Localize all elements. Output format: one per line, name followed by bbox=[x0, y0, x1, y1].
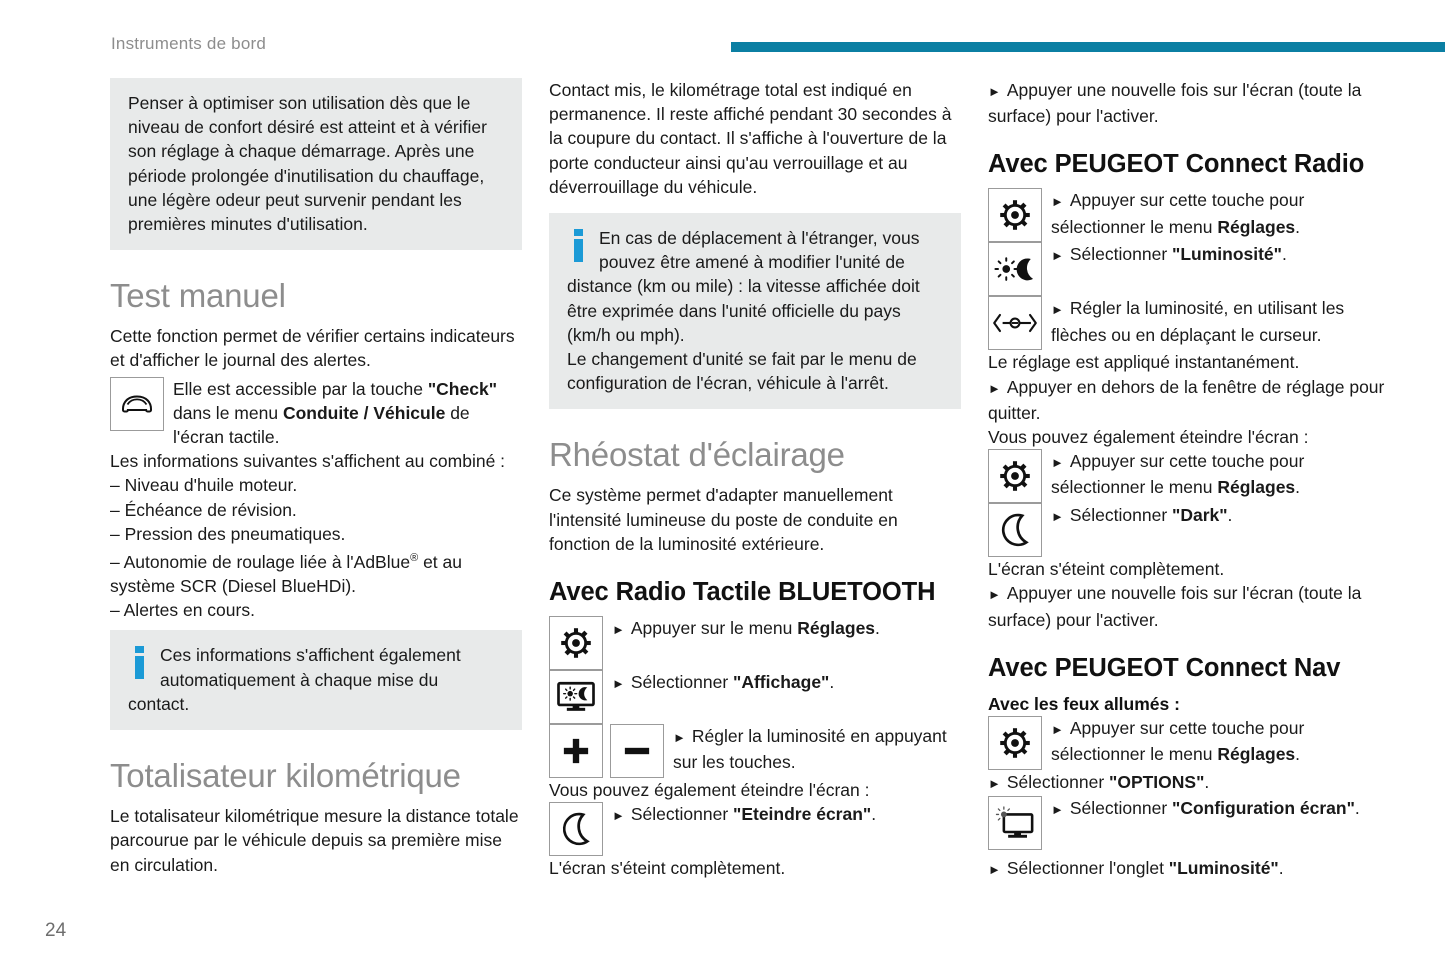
display-config-icon[interactable] bbox=[988, 796, 1042, 850]
step-text-eteindre-ecran bbox=[603, 802, 961, 828]
middle-para-1: Contact mis, le kilométrage total est indiqué en permanence. Il reste affiché pendant 30 secondes à la coupure du contact. Il s'affiche à l'ouverture de la porte conducteur ainsi qu'au verrouillage et au déverrouillage du véhicule. bbox=[549, 80, 952, 197]
step-text-config-ecran-post: . bbox=[1354, 798, 1360, 819]
step-row-radio-reglages bbox=[988, 188, 1400, 242]
step-text-radio-reglages-pre: Appuyer sur cette touche pour sélectionner le menu bbox=[1051, 190, 1305, 237]
arrow-bullet-icon: ► bbox=[988, 380, 1001, 396]
right-line-ecran-eteint: L'écran s'éteint complètement. bbox=[988, 559, 1225, 580]
moon-icon-glyph bbox=[560, 812, 592, 846]
arrow-bullet-icon: ► bbox=[1051, 248, 1064, 264]
arrow-bullet-icon: ► bbox=[988, 776, 1001, 792]
moon-icon[interactable] bbox=[549, 802, 603, 856]
step-row-luminosite bbox=[549, 724, 961, 778]
plus-icon[interactable] bbox=[549, 724, 603, 778]
right-line-onglet-luminosite-pre: Sélectionner l'onglet bbox=[1006, 858, 1169, 879]
sun-moon-icon[interactable] bbox=[988, 242, 1042, 296]
step-text-radio-luminosite-post: . bbox=[1281, 244, 1287, 265]
arrow-bullet-icon: ► bbox=[988, 587, 1001, 603]
right-line-reactivate-text: Appuyer une nouvelle fois sur l'écran (toute la surface) pour l'activer. bbox=[988, 80, 1362, 127]
moon-icon-glyph bbox=[999, 513, 1031, 547]
step-text-luminosite-body: Régler la luminosité en appuyant sur les touches. bbox=[673, 726, 947, 773]
gear-icon[interactable] bbox=[988, 188, 1042, 242]
step-text-dark bbox=[1042, 503, 1400, 529]
info-icon bbox=[128, 646, 150, 679]
check-instruction-part1: Elle est accessible par la touche bbox=[173, 378, 428, 399]
step-text-nav-reglages-pre: Appuyer sur cette touche pour sélectionner le menu bbox=[1051, 718, 1305, 765]
arrow-bullet-icon: ► bbox=[988, 862, 1001, 878]
step-text-reglages bbox=[603, 616, 961, 642]
gear-icon-glyph bbox=[559, 626, 593, 660]
step-keyword-luminosite: "Luminosité" bbox=[1172, 244, 1282, 265]
step-text-luminosite bbox=[664, 724, 961, 774]
left-bullet-1: – Niveau d'huile moteur. bbox=[110, 475, 298, 496]
left-bullet-3: – Pression des pneumatiques. bbox=[110, 523, 346, 544]
subheading-feux-allumes: Avec les feux allumés : bbox=[988, 693, 1180, 714]
sun-moon-icon-glyph bbox=[994, 254, 1036, 284]
heading-totalisateur: Totalisateur kilométrique bbox=[110, 757, 461, 795]
step-text-config-ecran-pre: Sélectionner bbox=[1069, 798, 1173, 819]
heading-peugeot-connect-radio: Avec PEUGEOT Connect Radio bbox=[988, 150, 1365, 179]
arrow-bullet-icon: ► bbox=[1051, 509, 1064, 525]
column-middle bbox=[549, 78, 961, 882]
step-text-radio-slider bbox=[1042, 296, 1400, 346]
arrow-bullet-icon: ► bbox=[1051, 722, 1064, 738]
step-text-affichage bbox=[603, 670, 961, 696]
step-text-radio-reglages bbox=[1042, 188, 1400, 238]
right-line-options-post: . bbox=[1204, 772, 1210, 793]
step-row-nav-reglages bbox=[988, 716, 1400, 770]
right-line-reactivate-2 bbox=[988, 581, 1400, 631]
step-keyword-options: "OPTIONS" bbox=[1109, 772, 1205, 793]
display-config-icon-glyph bbox=[995, 805, 1035, 841]
middle-line-eteindre: Vous pouvez également éteindre l'écran : bbox=[549, 780, 870, 801]
info-box-left-content bbox=[128, 643, 504, 716]
car-icon-glyph bbox=[119, 393, 155, 415]
right-line-applique: Le réglage est appliqué instantanément. bbox=[988, 352, 1300, 373]
left-para-1: Cette fonction permet de vérifier certains indicateurs et d'afficher le journal des alertes. bbox=[110, 326, 515, 371]
gear-icon-glyph bbox=[998, 726, 1032, 760]
page-header-title: Instruments de bord bbox=[111, 34, 266, 53]
gear-icon-glyph bbox=[998, 198, 1032, 232]
step-row-dark bbox=[988, 503, 1400, 557]
info-box-left-text: Ces informations s'affichent également automatiquement à chaque mise du contact. bbox=[128, 645, 461, 714]
middle-para-2: Ce système permet d'adapter manuellement l'intensité lumineuse du poste de conduite en fonction de la luminosité extérieure. bbox=[549, 485, 898, 554]
right-line-onglet-luminosite-post: . bbox=[1278, 858, 1284, 879]
arrow-bullet-icon: ► bbox=[673, 730, 686, 746]
step-row-config-ecran bbox=[988, 796, 1400, 850]
step-text-config-ecran bbox=[1042, 796, 1400, 822]
step-keyword-eteindre: "Eteindre écran" bbox=[733, 804, 872, 825]
heading-radio-tactile-bluetooth: Avec Radio Tactile BLUETOOTH bbox=[549, 578, 936, 607]
content-columns bbox=[110, 78, 1400, 882]
step-text-dark-reglages-pre: Appuyer sur cette touche pour sélectionner le menu bbox=[1051, 451, 1305, 498]
gear-icon[interactable] bbox=[988, 449, 1042, 503]
step-text-dark-reglages-post: . bbox=[1295, 477, 1301, 498]
step-text-nav-reglages bbox=[1042, 716, 1400, 766]
right-line-quitter bbox=[988, 375, 1400, 425]
column-left bbox=[110, 78, 522, 882]
left-bullet-adblue-part2: et au système SCR (Diesel BlueHDi). bbox=[110, 551, 462, 597]
step-keyword-reglages: Réglages bbox=[1217, 216, 1296, 237]
check-instruction-part2: dans le menu bbox=[173, 402, 283, 423]
step-row-reglages bbox=[549, 616, 961, 670]
check-keyword: "Check" bbox=[427, 378, 497, 399]
right-line-reactivate-2-text: Appuyer une nouvelle fois sur l'écran (toute la surface) pour l'activer. bbox=[988, 583, 1362, 630]
step-text-nav-reglages-post: . bbox=[1295, 744, 1301, 765]
arrow-bullet-icon: ► bbox=[1051, 302, 1064, 318]
slider-adjust-icon-glyph bbox=[992, 311, 1038, 335]
step-text-dark-reglages bbox=[1042, 449, 1400, 499]
check-instruction-part3: de l'écran tactile. bbox=[173, 402, 470, 448]
check-instruction bbox=[110, 377, 522, 450]
info-box-left bbox=[110, 630, 522, 730]
heading-rheostat: Rhéostat d'éclairage bbox=[549, 436, 845, 474]
left-para-2: Les informations suivantes s'affichent au combiné : bbox=[110, 451, 506, 472]
left-bullet-4: – Alertes en cours. bbox=[110, 600, 255, 621]
step-row-dark-reglages bbox=[988, 449, 1400, 503]
step-text-radio-luminosite bbox=[1042, 242, 1400, 268]
arrow-bullet-icon: ► bbox=[1051, 802, 1064, 818]
step-row-radio-slider bbox=[988, 296, 1400, 350]
step-text-dark-pre: Sélectionner bbox=[1069, 505, 1173, 526]
right-line-options bbox=[988, 770, 1400, 796]
right-line-eteindre: Vous pouvez également éteindre l'écran : bbox=[988, 427, 1309, 448]
step-text-affichage-pre: Sélectionner bbox=[630, 672, 734, 693]
header-accent-rule bbox=[731, 42, 1445, 52]
step-row-affichage bbox=[549, 670, 961, 724]
step-text-radio-luminosite-pre: Sélectionner bbox=[1069, 244, 1173, 265]
step-row-radio-luminosite bbox=[988, 242, 1400, 296]
step-keyword-reglages: Réglages bbox=[797, 618, 876, 639]
info-box-middle-text-2: Le changement d'unité se fait par le menu de configuration de l'écran, véhicule à l'arrêt. bbox=[567, 349, 917, 394]
arrow-bullet-icon: ► bbox=[612, 676, 625, 692]
middle-line-ecran-eteint: L'écran s'éteint complètement. bbox=[549, 858, 786, 879]
display-brightness-icon-glyph bbox=[556, 680, 596, 714]
arrow-bullet-icon: ► bbox=[1051, 194, 1064, 210]
display-brightness-icon[interactable] bbox=[549, 670, 603, 724]
info-icon-dot bbox=[574, 229, 583, 236]
arrow-bullet-icon: ► bbox=[1051, 455, 1064, 471]
right-line-onglet-luminosite bbox=[988, 856, 1400, 882]
gear-icon[interactable] bbox=[988, 716, 1042, 770]
step-text-radio-slider-body: Régler la luminosité, en utilisant les flèches ou en déplaçant le curseur. bbox=[1051, 298, 1345, 345]
left-bullet-adblue bbox=[110, 546, 522, 598]
left-bullet-2: – Échéance de révision. bbox=[110, 499, 297, 520]
arrow-bullet-icon: ► bbox=[612, 808, 625, 824]
step-keyword-reglages: Réglages bbox=[1217, 477, 1296, 498]
car-icon bbox=[110, 377, 164, 431]
step-keyword-reglages: Réglages bbox=[1217, 744, 1296, 765]
column-right bbox=[988, 78, 1400, 882]
right-line-reactivate bbox=[988, 78, 1400, 128]
page-header bbox=[0, 34, 1445, 62]
info-box-middle-text: En cas de déplacement à l'étranger, vous pouvez être amené à modifier l'unité de distance (km ou mile) : la vitesse affichée doit être exprimée dans l'unité officielle du pays (km/h ou mph). bbox=[567, 228, 920, 345]
left-bullet-adblue-part1: – Autonomie de roulage liée à l'AdBlue bbox=[110, 551, 411, 572]
minus-icon-glyph bbox=[623, 737, 651, 765]
gear-icon-glyph bbox=[998, 459, 1032, 493]
step-text-reglages-pre: Appuyer sur le menu bbox=[630, 618, 798, 639]
menu-path-keyword: Conduite / Véhicule bbox=[282, 402, 446, 423]
gear-icon[interactable] bbox=[549, 616, 603, 670]
right-line-quitter-text: Appuyer en dehors de la fenêtre de réglage pour quitter. bbox=[988, 376, 1385, 423]
info-box-middle-content bbox=[567, 226, 943, 347]
step-keyword-config-ecran: "Configuration écran" bbox=[1172, 798, 1355, 819]
registered-mark: ® bbox=[410, 552, 419, 565]
left-para-3: Le totalisateur kilométrique mesure la distance totale parcourue par le véhicule depuis sa première mise en circulation. bbox=[110, 806, 519, 875]
info-icon-dot bbox=[135, 646, 144, 653]
step-text-dark-post: . bbox=[1227, 505, 1233, 526]
info-box-middle bbox=[549, 213, 961, 409]
step-row-eteindre-ecran bbox=[549, 802, 961, 856]
plus-icon-glyph bbox=[562, 737, 590, 765]
note-box-optimisation-text: Penser à optimiser son utilisation dès que le niveau de confort désiré est atteint et à vérifier son réglage à chaque démarrage. Après une période prolongée d'inutilisation du chauffage, une légère odeur peut survenir pendant les premières minutes d'utilisation. bbox=[128, 93, 487, 235]
info-icon-stem bbox=[574, 239, 583, 262]
page-number: 24 bbox=[45, 920, 67, 941]
heading-peugeot-connect-nav: Avec PEUGEOT Connect Nav bbox=[988, 653, 1341, 682]
step-text-eteindre-pre: Sélectionner bbox=[630, 804, 734, 825]
step-text-radio-reglages-post: . bbox=[1295, 216, 1301, 237]
step-keyword-dark: "Dark" bbox=[1172, 505, 1228, 526]
note-box-optimisation bbox=[110, 78, 522, 250]
minus-icon[interactable] bbox=[610, 724, 664, 778]
step-keyword-onglet-luminosite: "Luminosité" bbox=[1168, 858, 1279, 879]
arrow-bullet-icon: ► bbox=[988, 84, 1001, 99]
step-text-affichage-post: . bbox=[829, 672, 835, 693]
step-text-reglages-post: . bbox=[875, 618, 880, 639]
heading-test-manuel: Test manuel bbox=[110, 277, 286, 315]
step-keyword-affichage: "Affichage" bbox=[733, 672, 830, 693]
right-line-options-pre: Sélectionner bbox=[1006, 772, 1110, 793]
moon-icon[interactable] bbox=[988, 503, 1042, 557]
step-text-eteindre-post: . bbox=[871, 804, 877, 825]
info-icon bbox=[567, 229, 589, 262]
slider-adjust-icon[interactable] bbox=[988, 296, 1042, 350]
info-icon-stem bbox=[135, 656, 144, 679]
arrow-bullet-icon: ► bbox=[612, 622, 625, 638]
